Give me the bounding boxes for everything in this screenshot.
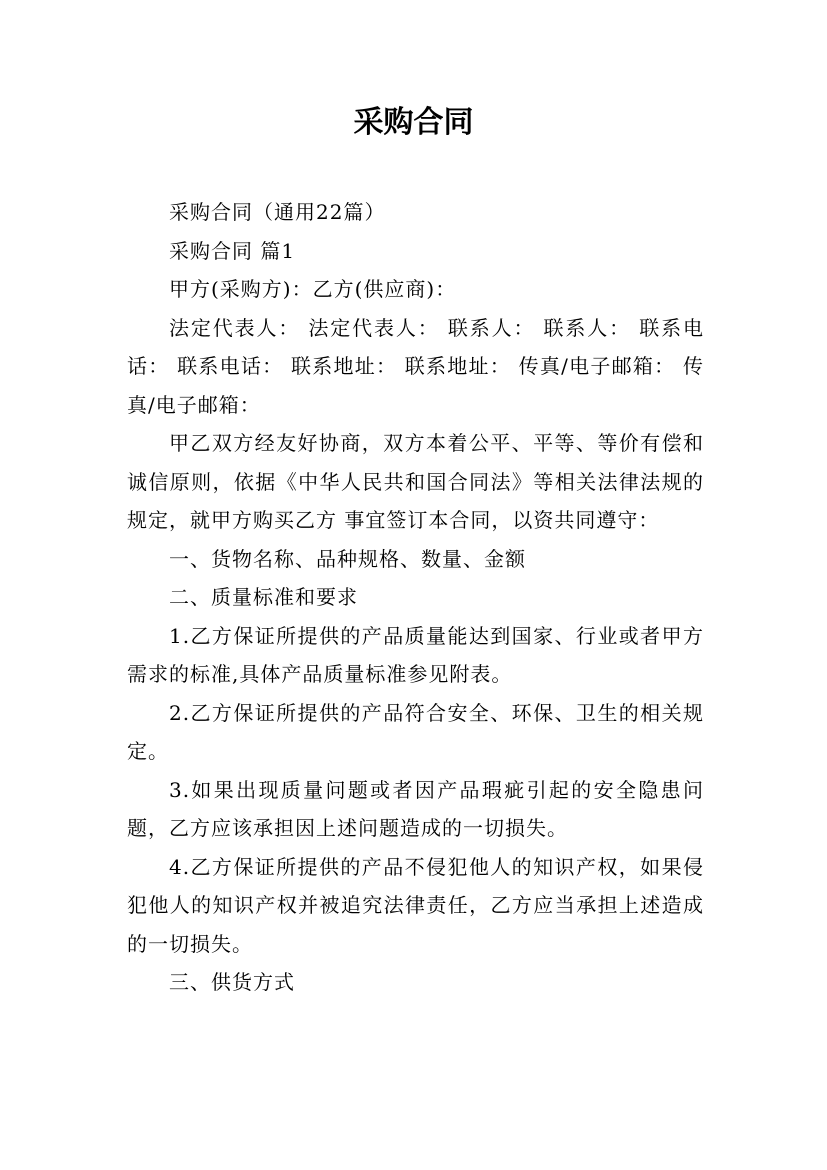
document-body (127, 193, 704, 1002)
clause-quality-1: 1.乙方保证所提供的产品质量能达到国家、行业或者甲方需求的标准,具体产品质量标准参见附表。 (127, 623, 704, 686)
section-heading-quality: 二、质量标准和要求 (169, 585, 358, 609)
section-heading-goods: 一、货物名称、品种规格、数量、金额 (169, 546, 526, 571)
section-heading-supply: 三、供货方式 (169, 970, 295, 994)
paragraph-chapter-heading: 采购合同 篇1 (169, 238, 296, 263)
paragraph-contact-fields: 法定代表人： 法定代表人： 联系人： 联系人： 联系电话： 联系电话： 联系地址： 联系地址： 传真/电子邮箱： 传真/电子邮箱： (127, 315, 704, 417)
clause-quality-2: 2.乙方保证所提供的产品符合安全、环保、卫生的相关规定。 (127, 700, 704, 763)
paragraph-parties: 甲方(采购方)：乙方(供应商)： (169, 277, 457, 301)
document-title: 采购合同 (353, 105, 474, 140)
clause-quality-4: 4.乙方保证所提供的产品不侵犯他人的知识产权，如果侵犯他人的知识产权并被追究法律责任，乙方应当承担上述造成的一切损失。 (127, 854, 704, 956)
paragraph-preamble: 甲乙双方经友好协商，双方本着公平、平等、等价有偿和诚信原则，依据《中华人民共和国合同法》等相关法律法规的规定，就甲方购买乙方 事宜签订本合同，以资共同遵守： (127, 431, 704, 532)
paragraph-collection-title: 采购合同（通用22篇） (169, 200, 386, 224)
clause-quality-3: 3.如果出现质量问题或者因产品瑕疵引起的安全隐患问题，乙方应该承担因上述问题造成的一切损失。 (127, 777, 704, 840)
